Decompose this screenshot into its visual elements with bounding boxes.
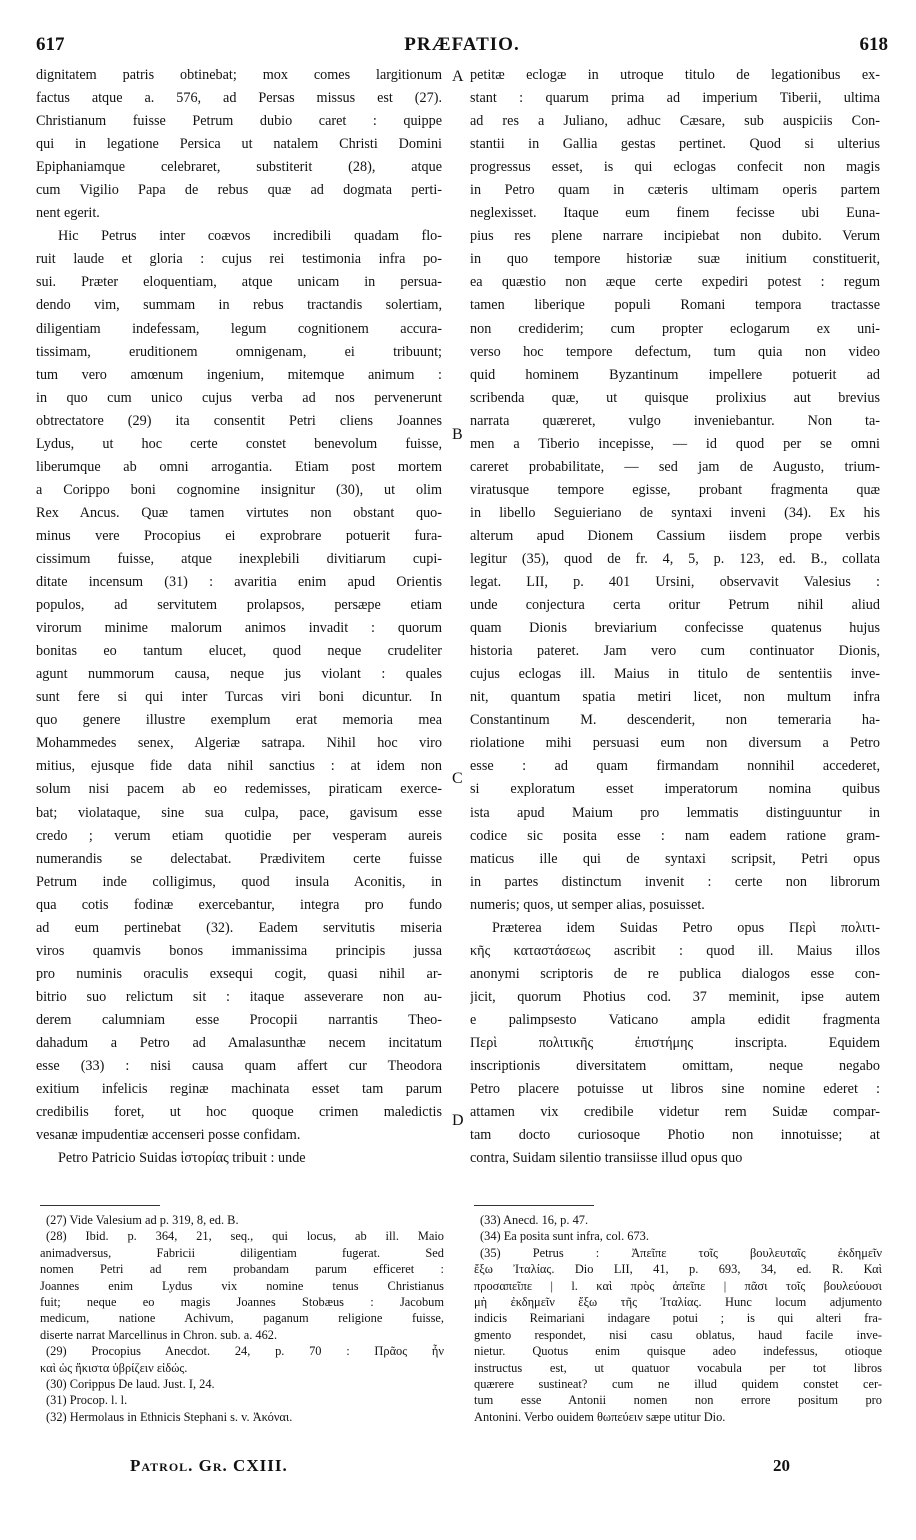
text-line: Constantinum M. descenderit, non temeraria ha-: [470, 712, 880, 729]
text-line: bitrio suo relictum sit : itaque asseverare non au-: [36, 988, 442, 1005]
footnote-line: fuit; neque eo magis Joannes Stobæus : Jacobum: [40, 1295, 444, 1310]
footnote-line: Antonini. Verbo ouidem θωπεύειν sæpe utitur Dio.: [474, 1409, 726, 1424]
text-line: ea quæstio non æque certe expediri potest : regum: [470, 274, 880, 291]
text-line: maticus ille qui de syntaxi scripsit, Petri opus: [470, 850, 880, 867]
footnote-line: indicis Reimariani indagare potui ; is qui alteri fra-: [474, 1311, 882, 1326]
text-line: a Corippo boni cognomine insignitur (30), ut olim: [36, 481, 442, 498]
footnote-line: (35) Petrus : Ἀπεῖπε τοῖς βουλευταῖς ἐκδημεῖν: [480, 1245, 882, 1260]
text-line: tum vero amœnum ingenium, mitemque animum :: [36, 366, 442, 383]
text-line: Rex Ancus. Quæ tamen virtutes non obstant quo-: [36, 504, 442, 521]
text-line: solum nisi pacem ab eo redemisses, piraticam exerce-: [36, 781, 442, 798]
text-line: qua cotis fodinæ exercebantur, integra pro fundo: [36, 896, 442, 913]
text-line: contra, Suidam silentio transiisse illud opus quo: [470, 1150, 743, 1167]
text-line: dahadum a Petro ad Amalasunthæ necem incitatum: [36, 1034, 442, 1051]
margin-letter-b: B: [452, 426, 463, 443]
text-line: bonitas eo tantum elucet, quod neque crudeliter: [36, 643, 442, 660]
footnote-line: (29) Procopius Anecdot. 24, p. 70 : Πρᾶος ἦν: [46, 1344, 444, 1359]
text-line: populos, ad servitutem prolapsos, persæpe etiam: [36, 597, 442, 614]
text-line: virorum minime malorum animos invadit : quorum: [36, 620, 442, 637]
footnote-line: nomen Petri ad rem probandam parum efficeret :: [40, 1262, 444, 1277]
text-line: mitius, ejusque fide data nihil sanctius : at idem non: [36, 758, 442, 775]
right-column: [470, 64, 880, 1170]
running-header: [36, 34, 888, 60]
text-line: qui in legatione Persica ut natalem Christi Domini: [36, 136, 442, 153]
text-line: stantii in Gallia gestas pertinet. Quod si ulterius: [470, 136, 880, 153]
footnote-line: (31) Procop. l. l.: [46, 1393, 128, 1408]
text-line: Petro placere potuisse ut libros sine nomine ederet :: [470, 1081, 880, 1098]
text-line: Hic Petrus inter coævos incredibili quadam flo-: [58, 228, 442, 245]
text-line: stant : quarum prima ad imperium Tiberii, ultima: [470, 90, 880, 107]
text-line: Petro Patricio Suidas ἱστορίας tribuit : unde: [58, 1150, 306, 1167]
text-line: e palimpsesto Vaticano ampla edidit fragmenta: [470, 1011, 880, 1028]
footnote-line: (28) Ibid. p. 364, 21, seq., qui locus, ab ill. Maio: [46, 1229, 444, 1244]
footnote-line: μὴ ἐκδημεῖν ἔξω τῆς Ἰταλίας. Hunc locum adjumento: [474, 1295, 882, 1310]
text-line: cissimum fuisse, atque inexplebili divitiarum cupi-: [36, 550, 442, 567]
text-line: neglexisset. Itaque eum finem fecisse ubi Euna-: [470, 205, 880, 222]
text-line: quam Dionis breviarium confecisse quatenus hujus: [470, 620, 880, 637]
footnote-line: quærere sustineat? cum ne illud quidem constet cer-: [474, 1377, 882, 1392]
footnote-line: diserte narrat Marcellinus in Chron. sub. a. 462.: [40, 1327, 278, 1342]
text-line: pius res plene narrare incipiebat non dubito. Verum: [470, 228, 880, 245]
footnote-line: προσαπεῖπε | l. καὶ πρὸς ἀπεῖπε | πᾶσι τοῖς βουλεύουσι: [474, 1278, 882, 1293]
text-line: verso hoc tempore defectum, tum quia non video: [470, 343, 880, 360]
text-line: vesanæ impudentiæ accenseri posse confidam.: [36, 1127, 301, 1144]
footnote-line: ἔξω Ἰταλίας. Dio LII, 41, p. 693, 34, ed. R. Καὶ: [474, 1262, 882, 1277]
footnote-line: animadversus, Fabricii diligentiam fugerat. Sed: [40, 1245, 444, 1260]
text-line: cujus eclogas ill. Maius in titulo de sententiis inve-: [470, 666, 880, 683]
text-line: ad eum pertinebat (32). Eadem servitutis miseria: [36, 919, 442, 936]
footnote-line: (32) Hermolaus in Ethnicis Stephani s. v. Ἀκόναι.: [46, 1409, 293, 1424]
text-line: Περὶ πολιτικῆς ἐπιστήμης inscripta. Equidem: [470, 1034, 880, 1051]
text-line: obtrectatore (29) ita consentit Petri cliens Joannes: [36, 412, 442, 429]
text-line: Lydus, ut hoc certe constet benevolum fuisse,: [36, 435, 442, 452]
footnote-rule-right: [474, 1205, 594, 1206]
text-line: sui. Præter eloquentiam, atque unicam in persua-: [36, 274, 442, 291]
footnote-line: Joannes enim Lydus vix nomine tenus Christianus: [40, 1278, 444, 1293]
text-line: esse : ad quam firmandam nonnihil accederet,: [470, 758, 880, 775]
text-line: Petrum inde colligimus, quod insula Aconitis, in: [36, 873, 442, 890]
text-line: legat. LII, p. 401 Ursini, observavit Valesius :: [470, 574, 880, 591]
text-line: in libello Seguieriano de syntaxi inveni (34). Ex his: [470, 504, 880, 521]
footnote-line: καὶ ὡς ἥκιστα ὑβρίζειν εἰδώς.: [40, 1360, 188, 1375]
text-line: quo genere illustre exemplum erat memoria mea: [36, 712, 442, 729]
text-line: anonymi scriptoris de re publica dialogos esse con-: [470, 965, 880, 982]
text-line: attamen vix credibile videtur rem Suidæ compar-: [470, 1104, 880, 1121]
footnote-line: (27) Vide Valesium ad p. 319, 8, ed. B.: [46, 1213, 239, 1227]
volume-signature: Patrol. Gr. CXIII.: [130, 1456, 288, 1475]
text-line: ad res a Juliano, adhuc Cæsare, sub auspiciis Con-: [470, 113, 880, 130]
text-line: nent egerit.: [36, 205, 100, 222]
footnote-line: nietur. Quotus enim quisque adeo indefessus, otioque: [474, 1344, 882, 1359]
text-line: dendo vim, summam in rebus tractandis solertiam,: [36, 297, 442, 314]
text-line: in partes distinctum invenit : certe non librorum: [470, 873, 880, 890]
text-line: Mohammedes senex, Algeriæ satrapa. Nihil hoc viro: [36, 735, 442, 752]
page-footer: [36, 1456, 880, 1480]
footnote-line: gmento respondet, nisi casu oblatus, haud facile inve-: [474, 1327, 882, 1342]
text-line: tam docto curiosoque Photio non innotuisse; at: [470, 1127, 880, 1144]
text-line: careret probabilitate, — sed jam de Augusto, trium-: [470, 458, 880, 475]
text-line: narrata quæreret, vulgo inveniebantur. Non ta-: [470, 412, 880, 429]
text-line: agunt nummorum causa, neque jus violant : quales: [36, 666, 442, 683]
text-line: κῆς καταστάσεως ascribit : quod ill. Maius illos: [470, 942, 880, 959]
text-line: derem calumniam esse Procopii narrantis Theo-: [36, 1011, 442, 1028]
text-line: tissimam, eruditionem omnigenam, ei tribuunt;: [36, 343, 442, 360]
text-line: Præterea idem Suidas Petro opus Περὶ πολιτι-: [492, 919, 880, 936]
left-column: [36, 64, 442, 1170]
text-line: dignitatem patris obtinebat; mox comes largitionum: [36, 67, 442, 83]
text-line: credo ; verum etiam quotidie per vesperam aureis: [36, 827, 442, 844]
text-line: cum Vigilio Papa de rebus quæ ad dogmata perti-: [36, 182, 442, 199]
text-line: numerandis se delectabat. Prædivitem certe fuisse: [36, 850, 442, 867]
footnote-rule-left: [40, 1205, 160, 1206]
footnote-line: tum esse Antonii nomen non errore positum pro: [474, 1393, 882, 1408]
text-line: Christianum fuisse Petrum dubio caret : quippe: [36, 113, 442, 130]
text-line: in Petro quam in cæteris ultimam operis partem: [470, 182, 880, 199]
page-title: PRÆFATIO.: [404, 34, 520, 55]
footnote-line: medicum, natione Achivum, paganum religione fuisse,: [40, 1311, 444, 1326]
text-line: pro numinis oraculis exsequi cogit, quasi nihil ar-: [36, 965, 442, 982]
text-line: quid hominem Byzantinum impellere potuerit ad: [470, 366, 880, 383]
text-line: in quo cum unico cujus verba ad nos pervenerunt: [36, 389, 442, 406]
text-line: legitur (35), quod de fr. 4, 5, p. 123, ed. B., collata: [470, 550, 880, 567]
text-line: factus atque a. 576, ad Persas missus est (27).: [36, 90, 442, 107]
page-number-right: 618: [859, 34, 888, 55]
footnotes-left: [40, 1212, 444, 1425]
text-line: nit, quantum spatia metiri licet, non multum infra: [470, 689, 880, 706]
margin-letter-d: D: [452, 1112, 464, 1129]
text-line: bat; violataque, sine sua culpa, pace, gavisum esse: [36, 804, 442, 821]
text-line: Epiphaniamque celebraret, substiterit (28), atque: [36, 159, 442, 176]
text-line: tamen liberique populi Romani tempora tractasse: [470, 297, 880, 314]
text-line: si exploratum esset imperatorum nomina quibus: [470, 781, 880, 798]
footnotes-right: [474, 1212, 882, 1425]
text-line: riolatione mihi persuasi eum non diversum a Petro: [470, 735, 880, 752]
text-line: unde conjectura certa oritur Petrum nihil aliud: [470, 597, 880, 614]
text-line: viratusque tempore egisse, probant fragmenta quæ: [470, 481, 880, 498]
text-line: scribenda quæ, ut quisque prolixius aut brevius: [470, 389, 880, 406]
text-line: sunt fere si qui inter Turcas viri boni dicuntur. In: [36, 689, 442, 706]
footnote-line: (30) Corippus De laud. Just. I, 24.: [46, 1377, 215, 1392]
text-line: historia pateret. Jam vero cum continuator Dionis,: [470, 643, 880, 660]
text-line: in quo tempore historiæ suæ initium constituerit,: [470, 251, 880, 268]
text-line: ruit laude et gloria : cujus rei testimonia infra po-: [36, 251, 442, 268]
text-line: diligentiam indefessam, legum cognitionem accura-: [36, 320, 442, 337]
footnote-line: instructus est, ut quatuor vocabula per tot libros: [474, 1360, 882, 1375]
footnote-line: (33) Anecd. 16, p. 47.: [480, 1213, 589, 1227]
text-line: ditate incensum (31) : avaritia enim apud Orientis: [36, 574, 442, 591]
text-line: men a Tiberio incepisse, — id quod per se omni: [470, 435, 880, 452]
footnote-line: (34) Ea posita sunt infra, col. 673.: [480, 1229, 649, 1244]
text-line: exitium infelicis reginæ machinata esset tam parum: [36, 1081, 442, 1098]
text-line: numeris; quos, ut semper alias, posuisset.: [470, 896, 705, 913]
text-line: ista apud Maium pro lemmatis distinguuntur in: [470, 804, 880, 821]
page-number-left: 617: [36, 34, 65, 55]
text-line: minus vere Procopius ei exprobrare potuerit fura-: [36, 527, 442, 544]
text-line: liberumque ab omni arrogantia. Etiam post mortem: [36, 458, 442, 475]
text-line: codice sic posita esse : nam eadem ratione gram-: [470, 827, 880, 844]
margin-letter-a: A: [452, 68, 464, 85]
text-line: inscriptionis diversitatem omittam, neque negabo: [470, 1058, 880, 1075]
margin-letter-c: C: [452, 770, 463, 787]
text-line: viros quamvis bonos immanissima principis jussa: [36, 942, 442, 959]
text-line: alterum apud Dionem Cassium iisdem prope verbis: [470, 527, 880, 544]
text-line: esse (33) : nisi causa quam affert cur Theodora: [36, 1058, 442, 1075]
text-line: jicit, quorum Photius cod. 37 meminit, ipse autem: [470, 988, 880, 1005]
text-line: progressus esset, is qui eclogas confecit non magis: [470, 159, 880, 176]
sheet-number: 20: [773, 1456, 790, 1475]
text-line: petitæ eclogæ in utroque titulo de legationibus ex-: [470, 67, 880, 83]
text-line: credibilis foret, ut hoc quoque crimen maledictis: [36, 1104, 442, 1121]
text-line: non crediderim; cum propter eclogarum ex uni-: [470, 320, 880, 337]
